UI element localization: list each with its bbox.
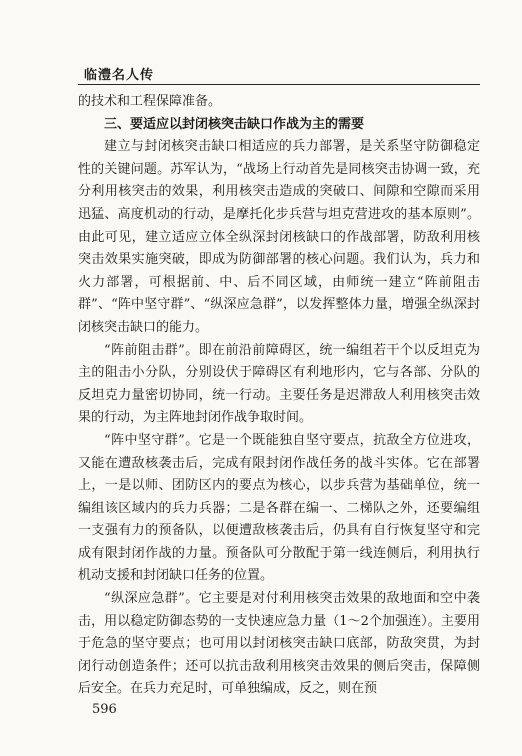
body-text — [78, 91, 480, 701]
page-number: 596 — [92, 702, 117, 717]
paragraph: 建立与封闭核突击缺口相适应的兵力部署，是关系坚守防御稳定性的关键问题。苏军认为，“战场上行动首先是同核突击协调一致，充分利用核突击的效果，利用核突击造成的突破口、间隙和空隙而采用迅猛、高度机动的行动，是摩托化步兵营与坦克营进攻的基本原则”。由此可见，建立适应立体全纵深封闭核缺口的作战部署，防敌利用核突击效果实施突破，即成为防御部署的核心问题。我们认为，兵力和火力部署，可根据前、中、后不同区域，由师统一建立“阵前阻击群”、“阵中坚守群”、“纵深应急群”，以发挥整体力量，增强全纵深封闭核突击缺口的能力。 — [78, 139, 480, 335]
paragraph: “纵深应急群”。它主要是对付利用核突击效果的敌地面和空中袭击，用以稳定防御态势的一支快速应急力量（1～2个加强连）。主要用于危急的坚守要点；也可用以封闭核突击缺口底部，防敌突贯，为封闭行动创造条件；还可以抗击敌利用核突击效果的侧后突击，保障侧后安全。在兵力充足时，可单独编成，反之，则在预 — [78, 591, 480, 697]
paragraph-continued: 的技术和工程保障准备。 — [78, 94, 222, 109]
paragraph: “阵前阻击群”。即在前沿前障碍区，统一编组若干个以反坦克为主的阻击小分队，分别设伏于障碍区有利地形内，它与各部、分队的反坦克力量密切协同，统一行动。主要任务是迟滞敌人利用核突击效果的行动，为主阵地封闭作战争取时间。 — [78, 342, 480, 426]
header-rule — [78, 84, 480, 85]
paragraph: “阵中坚守群”。它是一个既能独自坚守要点，抗敌全方位进攻，又能在遭敌核袭击后，完成有限封闭作战任务的战斗实体。它在部署上，一是以师、团防区内的要点为核心，以步兵营为基础单位，统一编组该区域内的兵力兵器；二是各群在编一、二梯队之外，还要编组一支强有力的预备队，以便遭敌核袭击后，仍具有自行恢复坚守和完成有限封闭作战的力量。预备队可分散配于第一线连侧后，利用执行机动支援和封闭缺口任务的位置。 — [78, 432, 480, 584]
section-heading: 三、要适应以封闭核突击缺口作战为主的需要 — [104, 116, 365, 132]
running-header-title: 临澧名人传 — [84, 68, 155, 83]
